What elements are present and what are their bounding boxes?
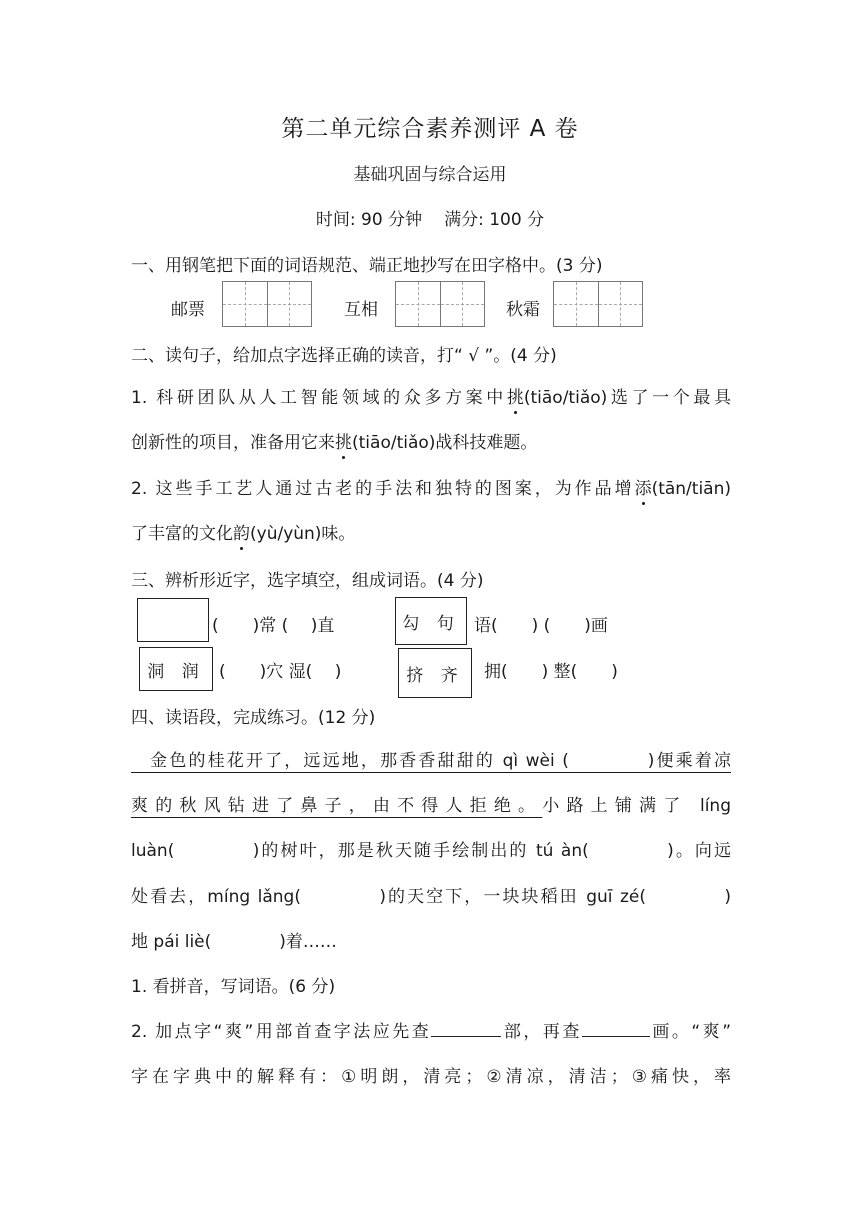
- passage-line-5: 地 pái liè( )着……: [131, 932, 337, 952]
- passage-line-3: luàn( )的树叶，那是秋天随手绘制出的 tú àn( )。向远: [131, 841, 731, 861]
- dotted-char: 添: [635, 474, 652, 499]
- passage-line-4: 处看去，míng lǎng( )的天空下，一块块稻田 guī zé( ): [131, 887, 731, 907]
- section-2-heading: 二、读句子，给加点字选择正确的读音，打“ √ ”。(4 分): [131, 346, 557, 366]
- page-subtitle: 基础巩固与综合运用: [353, 165, 507, 185]
- fill-row-2a: ( )穴 湿( ): [219, 662, 342, 682]
- fill-row-1a: ( )常 ( )直: [212, 616, 335, 636]
- question-2-2-line-2: 了丰富的文化韵(yù/yùn)味。: [131, 519, 355, 544]
- tian-grid-2[interactable]: [395, 281, 485, 327]
- copy-word-2: 互相: [344, 300, 378, 320]
- char-choice-box-4: 挤 齐: [398, 648, 472, 698]
- passage-line-1: 金色的桂花开了，远远地，那香香甜甜的 qì wèi ( )便乘着凉: [131, 751, 731, 771]
- exam-time: 时间: 90 分钟: [315, 210, 423, 230]
- exam-meta: [0, 205, 860, 230]
- exam-score: 满分: 100 分: [444, 210, 545, 230]
- section-4-heading: 四、读语段，完成练习。(12 分): [131, 708, 376, 728]
- passage-line-2: 爽的秋风钻进了鼻子，由不得人拒绝。小路上铺满了 líng: [131, 796, 732, 816]
- char-choice-box-empty[interactable]: [137, 598, 209, 642]
- question-4-2-line-1: 2. 加点字“爽”用部首查字法应先查 部，再查 画。“爽”: [131, 1022, 731, 1042]
- char-choice-box-2: 勾 句: [395, 597, 467, 645]
- copy-word-3: 秋霜: [506, 300, 540, 320]
- dotted-char: 韵: [233, 519, 250, 544]
- fill-row-1b: 语( ) ( )画: [474, 616, 608, 636]
- page-title: 第二单元综合素养测评 A 卷: [281, 116, 579, 142]
- tian-grid-1[interactable]: [222, 281, 312, 327]
- question-2-1-line-2: 创新性的项目，准备用它来挑(tiāo/tiǎo)战科技难题。: [131, 428, 537, 453]
- blank-strokes[interactable]: [582, 1022, 650, 1037]
- dotted-char: 挑: [335, 428, 352, 453]
- fill-row-2b: 拥( ) 整( ): [484, 662, 618, 682]
- question-4-2-line-2: 字在字典中的解释有：①明朗，清亮；②清凉，清洁；③痛快，率: [131, 1067, 731, 1087]
- char-choice-box-3: 洞 润: [139, 647, 213, 691]
- question-4-1: 1. 看拼音，写词语。(6 分): [131, 977, 336, 997]
- question-2-1-line-1: 1. 科研团队从人工智能领域的众多方案中挑(tiāo/tiǎo)选了一个最具: [131, 383, 731, 408]
- tian-grid-3[interactable]: [553, 281, 643, 327]
- copy-word-1: 邮票: [171, 300, 205, 320]
- dotted-char: 挑: [507, 383, 524, 408]
- section-3-heading: 三、辨析形近字，选字填空，组成词语。(4 分): [131, 571, 484, 591]
- section-1-heading: 一、用钢笔把下面的词语规范、端正地抄写在田字格中。(3 分): [131, 256, 603, 276]
- blank-radical[interactable]: [431, 1022, 501, 1037]
- question-2-2-line-1: 2. 这些手工艺人通过古老的手法和独特的图案，为作品增添(tān/tiān): [131, 474, 731, 499]
